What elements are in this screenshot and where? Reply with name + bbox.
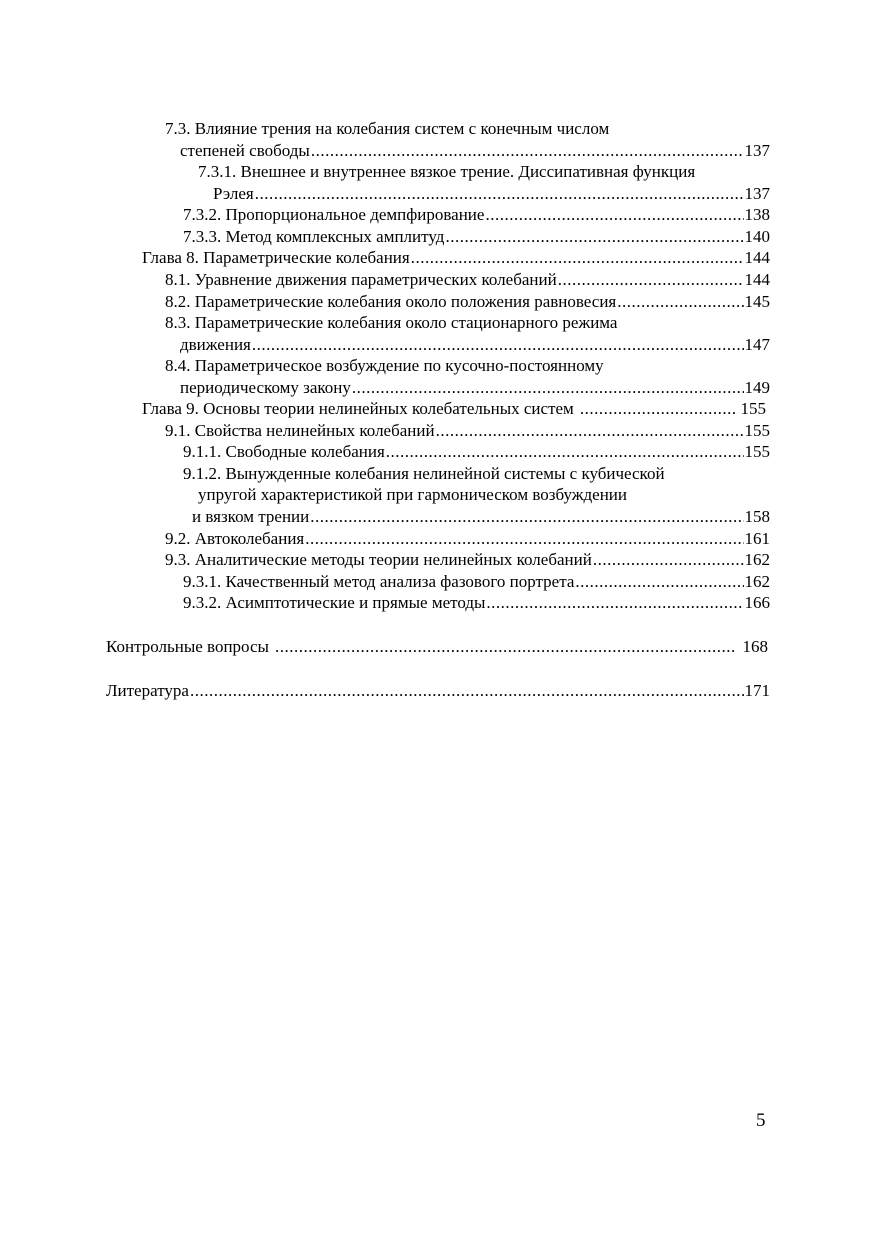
dot-leader: [445, 226, 743, 248]
toc-entry-chapter-9[interactable]: [142, 398, 766, 420]
dot-leader: [252, 334, 744, 356]
toc-page-number: 166: [744, 593, 770, 612]
toc-entry-8-3[interactable]: [180, 334, 770, 356]
toc-entry-label: 9.2. Автоколебания: [165, 529, 305, 548]
toc-page-number: 162: [744, 572, 770, 591]
toc-entry-label: 8.2. Параметрические колебания около положения равновесия: [165, 292, 617, 311]
dot-leader: [310, 506, 743, 528]
toc-entry-9-1-2[interactable]: [192, 506, 770, 528]
dot-leader: [305, 528, 743, 550]
toc-entry-7-3-title: 7.3. Влияние трения на колебания систем с конечным числом: [165, 119, 610, 138]
toc-entry-literature[interactable]: [106, 680, 770, 702]
toc-entry-8-2[interactable]: [165, 291, 770, 313]
dot-leader: [485, 204, 743, 226]
dot-leader: [386, 441, 744, 463]
toc-entry-7-3-1-title: 7.3.1. Внешнее и внутреннее вязкое трение. Диссипативная функция: [198, 162, 696, 181]
dot-leader: [311, 140, 744, 162]
dot-leader: [580, 398, 737, 420]
toc-entry-label: 9.1.1. Свободные колебания: [183, 442, 385, 461]
toc-page-number: 149: [744, 378, 770, 397]
toc-page-number: 158: [744, 507, 770, 526]
toc-page-number: 144: [744, 248, 770, 267]
dot-leader: [275, 636, 737, 658]
dot-leader: [255, 183, 744, 205]
toc-entry-chapter-8[interactable]: [142, 247, 770, 269]
toc-page-number: 162: [744, 550, 770, 569]
dot-leader: [558, 269, 744, 291]
page-number: 5: [756, 1110, 766, 1131]
toc-page-number: 144: [744, 270, 770, 289]
dot-leader: [411, 247, 744, 269]
toc-entry-9-1-1[interactable]: [183, 441, 770, 463]
toc-entry-8-4-title: 8.4. Параметрическое возбуждение по кусочно-постоянному: [165, 356, 604, 375]
dot-leader: [575, 571, 743, 593]
toc-entry-label: 9.3.2. Асимптотические и прямые методы: [183, 593, 486, 612]
toc-entry-label: Рэлея: [213, 184, 254, 203]
toc-entry-label: 9.3. Аналитические методы теории нелинейных колебаний: [165, 550, 592, 569]
dot-leader: [486, 592, 743, 614]
toc-entry-label: Контрольные вопросы: [106, 637, 269, 656]
toc-entry-7-3-2[interactable]: [183, 204, 770, 226]
toc-entry-label: Глава 8. Параметрические колебания: [142, 248, 410, 267]
toc-entry-label: 7.3.2. Пропорциональное демпфирование: [183, 205, 485, 224]
toc-entry-label: Глава 9. Основы теории нелинейных колебательных систем: [142, 399, 574, 418]
toc-entry-label: 7.3.3. Метод комплексных амплитуд: [183, 227, 445, 246]
dot-leader: [352, 377, 744, 399]
toc-entry-9-3[interactable]: [165, 549, 770, 571]
toc-entry-8-4[interactable]: [180, 377, 770, 399]
toc-entry-label: движения: [180, 335, 251, 354]
toc-page-number: 161: [744, 529, 770, 548]
toc-entry-9-1[interactable]: [165, 420, 770, 442]
dot-leader: [593, 549, 744, 571]
toc-entry-label: 9.1. Свойства нелинейных колебаний: [165, 421, 435, 440]
toc-page-number: 155: [740, 399, 766, 418]
toc-page-number: 137: [744, 184, 770, 203]
toc-entry-9-3-1[interactable]: [183, 571, 770, 593]
dot-leader: [190, 680, 744, 702]
toc-page-number: 147: [744, 335, 770, 354]
toc-entry-9-1-2-cont: упругой характеристикой при гармоническом возбуждении: [198, 485, 628, 504]
toc-entry-8-1[interactable]: [165, 269, 770, 291]
toc-entry-label: степеней свободы: [180, 141, 310, 160]
toc-entry-label: 9.3.1. Качественный метод анализа фазового портрета: [183, 572, 575, 591]
toc-entry-9-3-2[interactable]: [183, 592, 770, 614]
toc-page-number: 140: [744, 227, 770, 246]
toc-entry-7-3-1[interactable]: [213, 183, 770, 205]
toc-page-number: 145: [744, 292, 770, 311]
toc-page-number: 155: [744, 421, 770, 440]
toc-page-number: 138: [744, 205, 770, 224]
toc-page-number: 168: [742, 637, 768, 656]
toc-entry-8-3-title: 8.3. Параметрические колебания около стационарного режима: [165, 313, 618, 332]
toc-entry-label: периодическому закону: [180, 378, 351, 397]
toc-page-number: 137: [744, 141, 770, 160]
dot-leader: [617, 291, 743, 313]
toc-entry-label: и вязком трении: [192, 507, 310, 526]
toc-entry-label: Литература: [106, 681, 189, 700]
toc-entry-label: 8.1. Уравнение движения параметрических колебаний: [165, 270, 557, 289]
toc-page-number: 171: [744, 681, 770, 700]
toc-entry-7-3[interactable]: [180, 140, 770, 162]
toc-entry-9-1-2-title: 9.1.2. Вынужденные колебания нелинейной системы с кубической: [183, 464, 665, 483]
toc-entry-questions[interactable]: [106, 636, 768, 658]
toc-entry-7-3-3[interactable]: [183, 226, 770, 248]
dot-leader: [436, 420, 744, 442]
toc-page-number: 155: [744, 442, 770, 461]
toc-entry-9-2[interactable]: [165, 528, 770, 550]
